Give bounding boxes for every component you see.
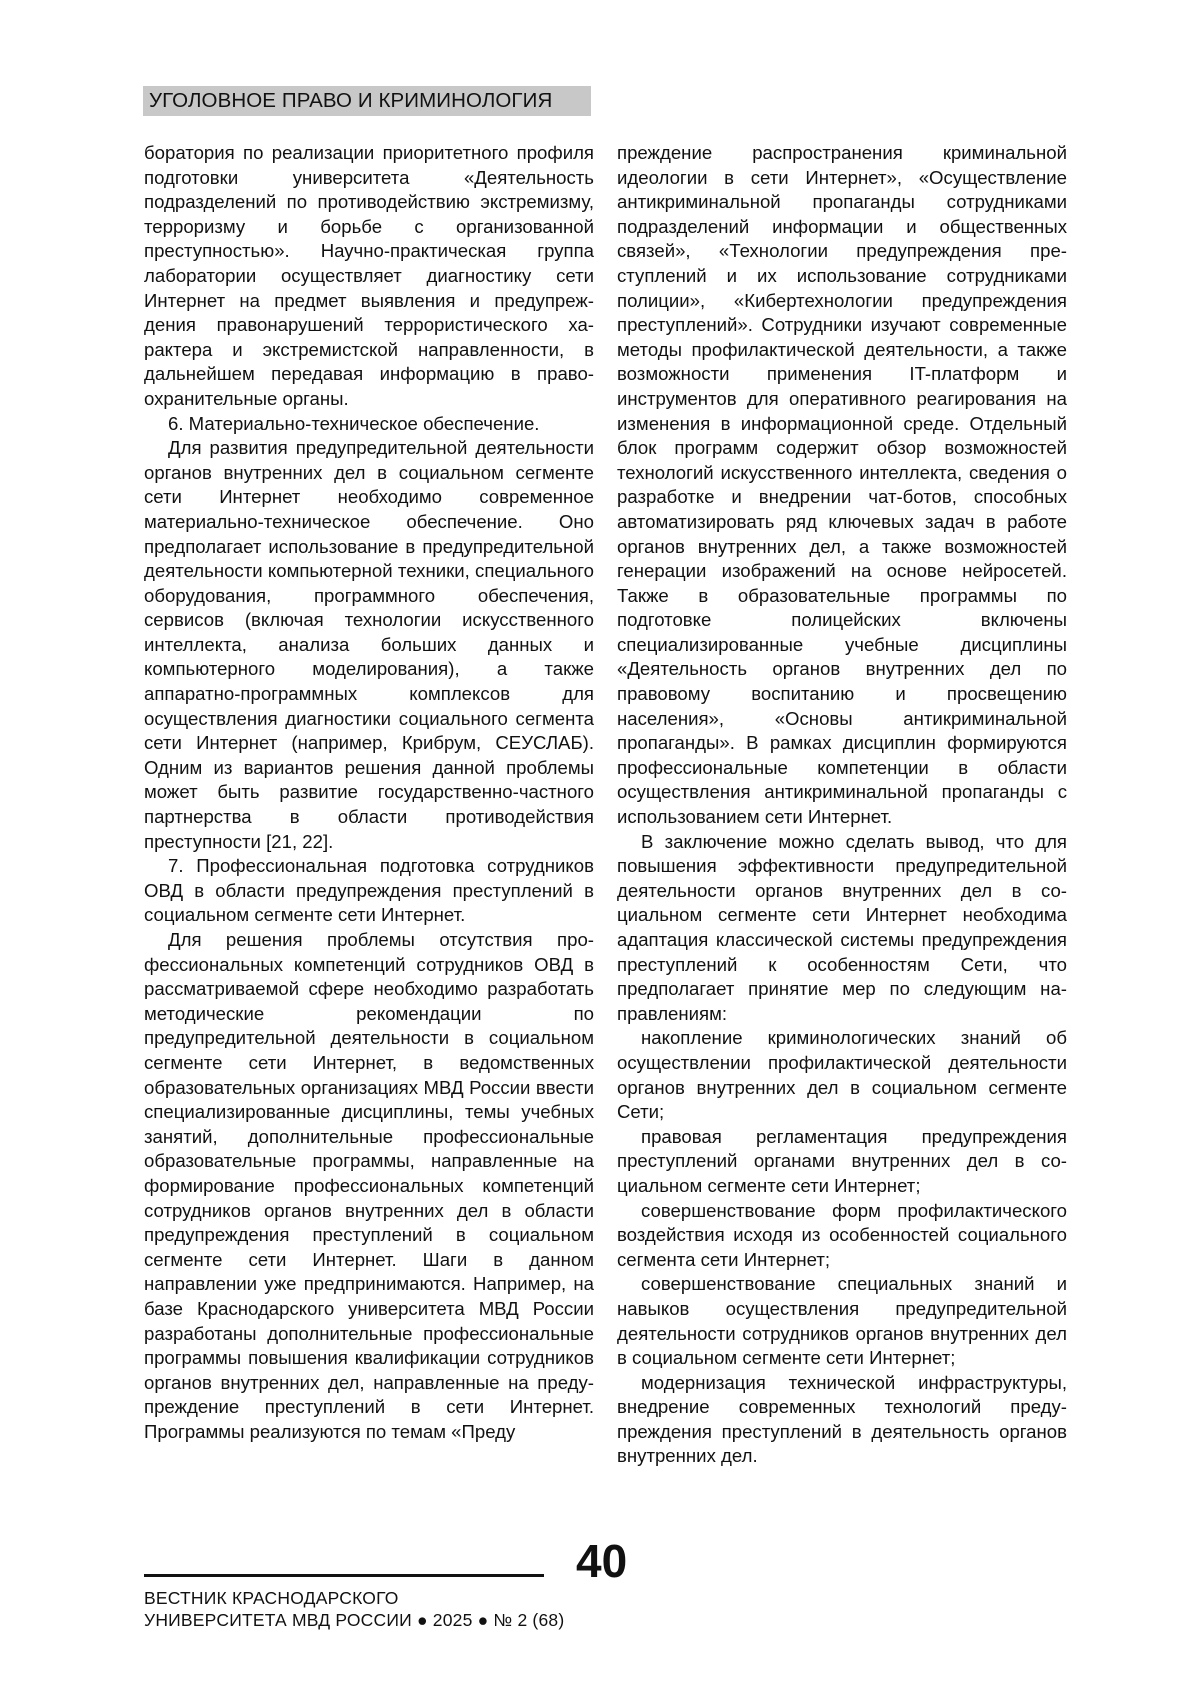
paragraph: 6. Материально-техническое обеспечение. [168, 412, 540, 434]
left-column [144, 141, 594, 1444]
paragraph: В заключение можно сделать вывод, что для повышения эффективности предупредительной деятельности органов внутренних дел в социальном сегменте сети Интернет необходима адаптация классической системы предупреждения преступлений к особенностям Сети, что предполагает принятие мер по следующим направлениям: [617, 830, 1067, 1024]
page-number: 40 [576, 1535, 628, 1587]
journal-name-line1: ВЕСТНИК КРАСНОДАРСКОГО [144, 1588, 399, 1608]
list-item: модернизация технической инфраструктуры, внедрение современных технологий предупреждения преступлений в деятельность органов внутренних дел. [617, 1371, 1067, 1467]
paragraph: 7. Профессиональная подготовка сотрудников ОВД в области предупреждения преступлений в социальном сегменте сети Интернет. [144, 855, 594, 926]
paragraph: преждение распространения криминальной идеологии в сети Интернет», «Осуществление антикриминальной пропаганды сотрудниками подразделений информации и общественных связей», «Технологии предупреждения преступлений и их использование сотрудниками полиции», «Кибертехнологии предупреждения преступлений». Сотрудники изучают современные методы профилактической деятельности, а также возможности применения IT-платформ и инструментов для оперативного реагирования на изменения в информационной среде. Отдельный блок программ содержит обзор возможностей технологий искусственного интеллекта, сведения о разработке и внедрении чат-ботов, способных автоматизировать ряд ключевых задач в работе органов внутренних дел, а также возможностей генерации изображений на основе нейросетей. Также в образовательные программы по подготовке полицейских включены специализированные учебные дисциплины «Деятельность органов внутренних дел по правовому воспитанию и просвещению населения», «Основы антикриминальной пропаганды». В рамках дисциплин формируются профессиональные компетенции в области осуществления антикриминальной пропаганды с использованием сети Интернет. [617, 142, 1067, 828]
journal-name-line2: УНИВЕРСИТЕТА МВД РОССИИ ● 2025 ● № 2 (68) [144, 1610, 565, 1630]
list-item: совершенствование форм профилактического воздействия исходя из особенностей социального сегмента сети Интернет; [617, 1199, 1067, 1270]
list-item: накопление криминологических знаний об осуществлении профилактической деятельности органов внутренних дел в социальном сегменте Сети; [617, 1027, 1067, 1123]
footer-divider [144, 1574, 544, 1577]
journal-info [144, 1587, 564, 1631]
paragraph: боратория по реализации приоритетного профиля подготовки университета «Деятельность подразделений по противодействию экстремизму, терроризму и борьбе с организованной преступностью». Научно-практическая группа лаборатории осуществляет диагностику сети Интернет на предмет выявления и предупреждения правонарушений террористического характера и экстремистской направленности, в дальнейшем передавая информацию в правоохранительные органы. [144, 142, 594, 409]
list-item: совершенствование специальных знаний и навыков осуществления предупредительной деятельности сотрудников органов внутренних дел в социальном сегменте сети Интернет; [617, 1273, 1067, 1369]
right-column [617, 141, 1067, 1469]
paragraph: Для развития предупредительной деятельности органов внутренних дел в социальном сегменте сети Интернет необходимо современное материально-техническое обеспечение. Оно предполагает использование в предупредительной деятельности компьютерной техники, специального оборудования, программного обеспечения, сервисов (включая технологии искусственного интеллекта, анализа больших данных и компьютерного моделирования), а также аппаратно-программных комплексов для осуществления диагностики социального сегмента сети Интернет (например, Крибрум, СЕУСЛАБ). Одним из вариантов решения данной проблемы может быть развитие государственно-частного партнерства в области противодействия преступности [21, 22]. [144, 437, 594, 852]
paragraph: Для решения проблемы отсутствия профессиональных компетенций сотрудников ОВД в рассматриваемой сфере необходимо разработать методические рекомендации по предупредительной деятельности в социальном сегменте сети Интернет, в ведомственных образовательных организациях МВД России ввести специализированные дисциплины, темы учебных занятий, дополнительные профессиональные образовательные программы, направленные на формирование профессиональных компетенций сотрудников органов внутренних дел в области предупреждения преступлений в социальном сегменте сети Интернет. Шаги в данном направлении уже предпринимаются. Например, на базе Краснодарского университета МВД России разработаны дополнительные профессиональные программы повышения квалификации сотрудников органов внутренних дел, направленные на предупреждение преступлений в сети Интернет. Программы реализуются по темам «Преду [144, 929, 594, 1442]
list-item: правовая регламентация предупреждения преступлений органами внутренних дел в социальном сегменте сети Интернет; [617, 1125, 1067, 1196]
section-title: УГОЛОВНОЕ ПРАВО И КРИМИНОЛОГИЯ [149, 89, 553, 112]
